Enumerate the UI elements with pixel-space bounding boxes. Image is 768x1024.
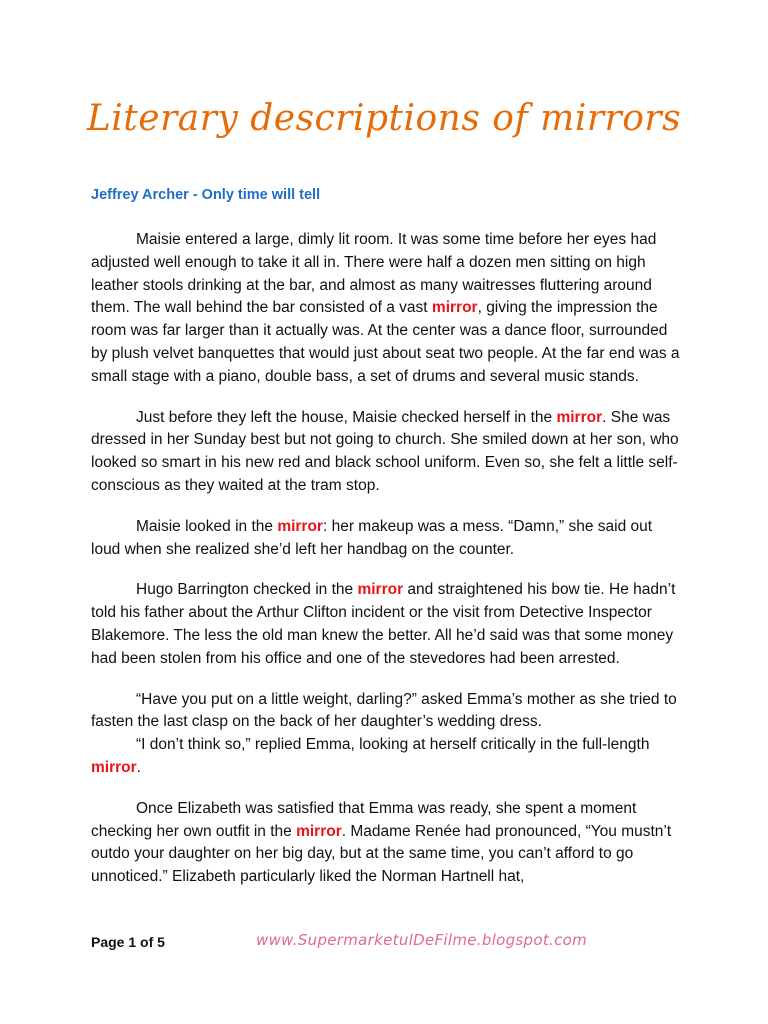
paragraph-2 bbox=[91, 407, 681, 498]
text-run: Maisie entered a large, dimly lit room. It was some time before her eyes had adjusted well enough to take it all in. There were half a dozen men sitting on high leather stools drinking at the bar, and almost as many waitresses fluttering around them. The wall behind the bar consisted of a vast bbox=[91, 231, 657, 317]
text-run: . bbox=[136, 758, 141, 776]
footer-website-link[interactable]: www.SupermarketulDeFilme.blogspot.com bbox=[256, 931, 588, 949]
page-number: Page 1 of 5 bbox=[91, 934, 165, 950]
highlighted-keyword: mirror bbox=[556, 408, 603, 426]
text-run: . She was dressed in her Sunday best but not going to church. She smiled down at her son, who looked so smart in his new red and black school uniform. Even so, she felt a little self-conscious as they waited at the tram stop. bbox=[91, 408, 679, 494]
text-run: Once Elizabeth was satisfied that Emma was ready, she spent a moment checking her own outfit in the bbox=[91, 799, 637, 840]
paragraph-5 bbox=[91, 689, 681, 735]
text-run: : her makeup was a mess. “Damn,” she said out loud when she realized she’d left her handbag on the counter. bbox=[91, 517, 653, 558]
section-subtitle: Jeffrey Archer - Only time will tell bbox=[91, 187, 321, 203]
text-run: . Madame Renée had pronounced, “You mustn’t outdo your daughter on her big day, but at the same time, you can’t afford to go unnoticed.” Elizabeth particularly liked the Norman Hartnell hat, bbox=[91, 822, 672, 886]
text-run: , giving the impression the room was far larger than it actually was. At the center was a dance floor, surrounded by plush velvet banquettes that would just about seat two people. At the far end was a small stage with a piano, double bass, a set of drums and several music stands. bbox=[91, 299, 680, 385]
paragraph-1 bbox=[91, 229, 681, 389]
page-title: Literary descriptions of mirrors bbox=[86, 98, 682, 139]
text-run: “Have you put on a little weight, darling?” asked Emma’s mother as she tried to fasten the last clasp on the back of her daughter’s wedding dress. bbox=[91, 690, 677, 731]
highlighted-keyword: mirror bbox=[296, 822, 342, 840]
text-run: and straightened his bow tie. He hadn’t told his father about the Arthur Clifton incident or the visit from Detective Inspector Blakemore. The less the old man knew the better. All he’d said was that some money had been stolen from his office and one of the stevedores had been arrested. bbox=[91, 581, 676, 667]
text-run: Just before they left the house, Maisie checked herself in the bbox=[136, 408, 557, 426]
paragraph-7 bbox=[91, 798, 681, 889]
highlighted-keyword: mirror bbox=[277, 517, 323, 535]
highlighted-keyword: mirror bbox=[357, 581, 404, 599]
paragraph-3 bbox=[91, 516, 681, 562]
paragraph-4 bbox=[91, 579, 681, 670]
text-run: Maisie looked in the bbox=[136, 517, 278, 535]
highlighted-keyword: mirror bbox=[431, 299, 478, 317]
highlighted-keyword: mirror bbox=[91, 758, 137, 776]
body-text bbox=[91, 229, 681, 907]
text-run: Hugo Barrington checked in the bbox=[136, 581, 358, 599]
paragraph-6 bbox=[91, 734, 681, 780]
text-run: “I don’t think so,” replied Emma, looking at herself critically in the full-length bbox=[136, 736, 650, 754]
